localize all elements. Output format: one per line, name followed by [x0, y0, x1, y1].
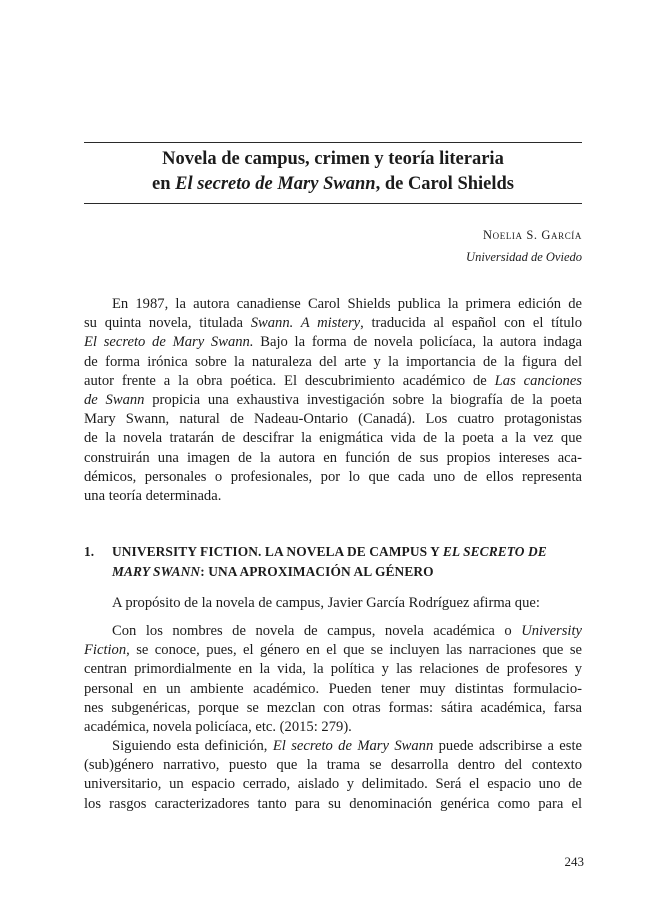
- intro-paragraph: A propósito de la novela de campus, Javier García Rodríguez afirma que:: [112, 595, 540, 611]
- abstract-paragraph: En 1987, la autora canadiense Carol Shields publica la primera edición de su quinta novela, titulada Swann. A mistery, traducida al español con el título El secreto de Mary Swann. Bajo la forma de novela policíaca, la autora indaga de forma irónica sobre la naturaleza del arte y la importancia de la figura del autor frente a la obra poética. El descubrimiento académico de Las canciones de Swann propicia una exhaustiva investigación sobre la biografía de la poeta Mary Swann, natural de Nadeau-Ontario (Canadá). Los cuatro protagonistas de la novela tratarán de descifrar la enigmática vida de la poeta a la vez que construirán una imagen de la autora en función de sus propios intereses aca- démicos, personales o profesionales, por lo que cada uno de ellos representa una teoría determinada.: [84, 296, 582, 505]
- block-quote: Con los nombres de novela de campus, novela académica o University Fiction, se conoce, pues, el género en el que se incluyen las narraciones que se centran primordialmente en la vida, la política y las relaciones de profesores y personal en un ambiente académico. Pueden tener muy distintas formulacio- nes subgenéricas, porque se mezclan con otras formas: sátira académica, farsa académica, novela policíaca, etc. (2015: 279).: [84, 623, 582, 736]
- article-title: [84, 147, 582, 197]
- title-rule-top: [84, 142, 582, 143]
- author-affiliation: Universidad de Oviedo: [466, 250, 582, 264]
- title-line-1: Novela de campus, crimen y teoría literaria: [162, 149, 504, 169]
- title-rule-bottom: [84, 203, 582, 204]
- section-number: 1.: [84, 544, 95, 559]
- title-line-2: en El secreto de Mary Swann, de Carol Shields: [152, 174, 514, 194]
- page-number: 243: [564, 854, 584, 869]
- author-name: Noelia S. García: [483, 228, 582, 242]
- section-title: UNIVERSITY FICTION. LA NOVELA DE CAMPUS Y EL SECRETO DE MARY SWANN: UNA APROXIMACIÓN AL GÉNERO: [112, 544, 547, 579]
- body-paragraph: Siguiendo esta definición, El secreto de Mary Swann puede adscribirse a este (sub)género narrativo, puesto que la trama se desarrolla dentro del contexto universitario, un espacio cerrado, aislado y delimitado. Será el espacio uno de los rasgos caracterizadores tanto para su denominación genérica como para el: [84, 738, 582, 812]
